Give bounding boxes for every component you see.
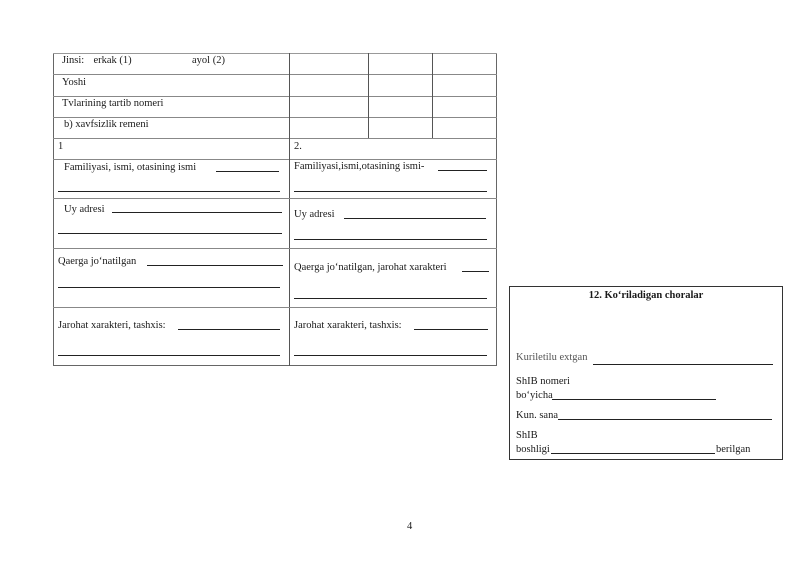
col2-address-field[interactable]: [344, 218, 486, 219]
shib-number-label: ShIB nomeri: [516, 376, 570, 387]
divider: [53, 307, 497, 308]
danger-time-label: b) xavfsizlik remeni: [64, 119, 149, 130]
divider: [289, 53, 290, 366]
cut-text-line: Kuriletilu extgan: [516, 352, 588, 363]
divider: [53, 198, 497, 199]
shib-head-label: ShIB: [516, 430, 538, 441]
col1-injury-field-2[interactable]: [58, 355, 280, 356]
divider: [53, 248, 497, 249]
tv-order-label: Tvlarining tartib nomeri: [62, 98, 164, 109]
shib-number-label-2: bo‘yicha: [516, 390, 553, 401]
col2-sent-to-label: Qaerga jo‘natilgan, jarohat xarakteri: [294, 262, 447, 273]
divider: [53, 117, 497, 118]
shib-head-field[interactable]: [551, 453, 715, 454]
col1-sent-to-field-2[interactable]: [58, 287, 280, 288]
divider: [53, 74, 497, 75]
col2-sent-to-field-2[interactable]: [294, 298, 487, 299]
divider: [53, 138, 497, 139]
age-label: Yoshi: [62, 77, 87, 88]
divider: [368, 53, 369, 138]
col2-address-label: Uy adresi: [294, 209, 335, 220]
col1-injury-field[interactable]: [178, 329, 280, 330]
col1-sent-to-label: Qaerga jo‘natilgan: [58, 256, 137, 267]
divider: [53, 53, 497, 54]
col2-fio-field-2[interactable]: [294, 191, 487, 192]
col2-injury-field-2[interactable]: [294, 355, 487, 356]
col2-fio-field[interactable]: [438, 170, 487, 171]
col2-fio-label: Familiyasi,ismi,otasining ismi-: [294, 161, 425, 172]
date-label: Kun. sana: [516, 410, 558, 421]
gender-label: Jinsi:: [62, 55, 85, 66]
col1-fio-field-2[interactable]: [58, 191, 280, 192]
col1-sent-to-field[interactable]: [147, 265, 283, 266]
divider: [432, 53, 433, 138]
date-field[interactable]: [558, 419, 772, 420]
column-1-number: 1: [58, 141, 64, 152]
column-2-number: 2.: [294, 141, 302, 152]
col1-address-field-2[interactable]: [58, 233, 282, 234]
divider: [53, 96, 497, 97]
page-number: 4: [407, 521, 413, 532]
col2-address-field-2[interactable]: [294, 239, 487, 240]
gender-row: [62, 55, 132, 66]
col2-injury-field[interactable]: [414, 329, 488, 330]
col1-fio-label: Familiyasi, ismi, otasining ismi: [64, 162, 197, 173]
cut-line-underline: [593, 364, 773, 365]
col1-fio-field[interactable]: [216, 171, 279, 172]
gender-male: erkak (1): [93, 55, 132, 66]
col1-address-field[interactable]: [112, 212, 282, 213]
shib-head-label-2: boshligi: [516, 444, 550, 455]
shib-number-field[interactable]: [552, 399, 716, 400]
col2-injury-label: Jarohat xarakteri, tashxis:: [294, 320, 402, 331]
gender-female: ayol (2): [192, 55, 225, 66]
measures-card: [509, 286, 783, 460]
col2-sent-to-field[interactable]: [462, 271, 489, 272]
measures-title: 12. Ko‘riladigan choralar: [588, 290, 704, 301]
issued-label: berilgan: [716, 444, 751, 455]
divider: [53, 159, 497, 160]
col1-injury-label: Jarohat xarakteri, tashxis:: [58, 320, 166, 331]
col1-address-label: Uy adresi: [64, 204, 105, 215]
